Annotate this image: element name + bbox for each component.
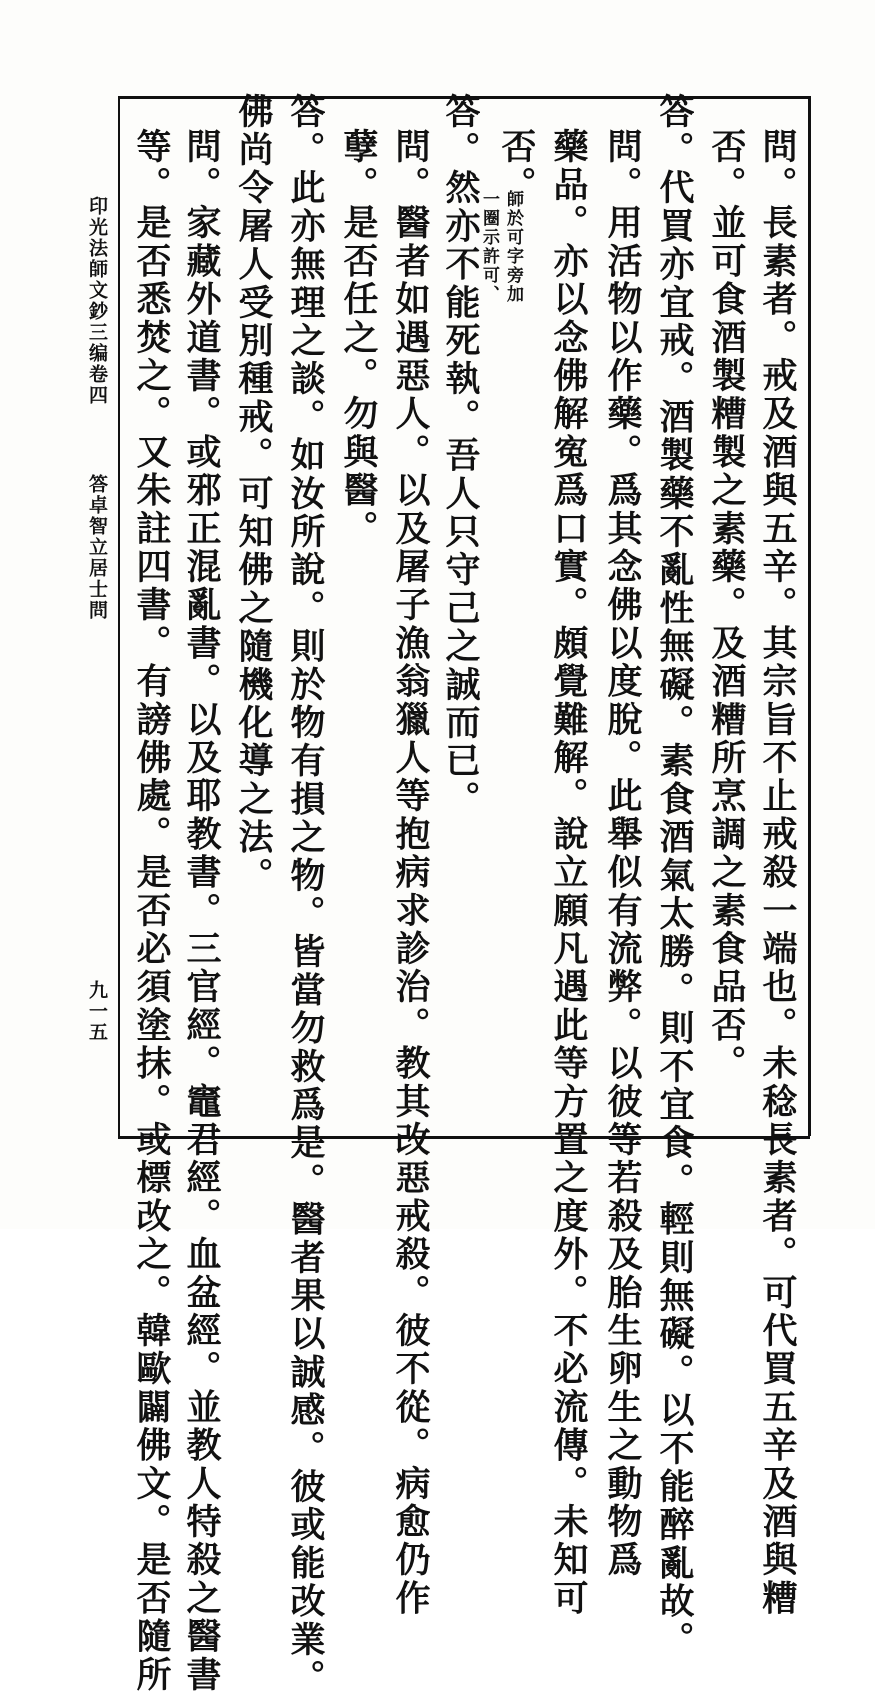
text-column-5: 藥品。亦以念佛解寃爲口實。頗覺難解。說立願凡遇此等方置之度外。不必流傳。未知可 [548, 128, 589, 1618]
text-column-9: 孽。是否任之。勿與醫。 [338, 128, 379, 549]
text-column-11: 佛尚令屠人受別種戒。可知佛之隨機化導之法。 [233, 93, 274, 896]
frame-left-rule [118, 96, 120, 1136]
annotation-line-1: 師於可字旁加 [503, 190, 523, 304]
text-column-13: 等。是否悉焚之。又朱註四書。有謗佛處。是否必須塗抹。或標改之。韓歐闢佛文。是否隨所 [131, 128, 172, 1695]
section-title: 答卓智立居士問 [86, 474, 108, 621]
annotation-line-2: 一圈示許可、 [479, 190, 499, 304]
text-column-2: 否。並可食酒製糟製之素藥。及酒糟所烹調之素食品否。 [706, 128, 747, 1083]
text-column-6: 否。 [496, 128, 537, 205]
page-number: 九一五 [86, 980, 108, 1043]
frame-right-rule [808, 96, 811, 1136]
text-column-8: 問。醫者如遇惡人。以及屠子漁翁獵人等抱病求診治。教其改惡戒殺。彼不從。病愈仍作 [390, 128, 431, 1618]
text-column-1: 問。長素者。戒及酒與五辛。其宗旨不止戒殺一端也。未稔長素者。可代買五辛及酒與糟 [757, 128, 798, 1618]
text-column-7: 答。然亦不能死執。吾人只守己之誠而已。 [440, 93, 481, 819]
text-column-4: 問。用活物以作藥。爲其念佛以度脫。此舉似有流弊。以彼等若殺及胎生卵生之動物爲 [602, 128, 643, 1580]
text-column-3: 答。代買亦宜戒。酒製藥不亂性無礙。素食酒氣太勝。則不宜食。輕則無礙。以不能醉亂故。 [654, 93, 695, 1660]
book-title: 印光法師文鈔三编卷四 [86, 196, 108, 406]
text-column-12: 問。家藏外道書。或邪正混亂書。以及耶教書。三官經。竈君經。血盆經。並教人特殺之醫書 [181, 128, 222, 1695]
text-column-10: 答。此亦無理之談。如汝所說。則於物有損之物。皆當勿救爲是。醫者果以誠感。彼或能改業。 [285, 93, 326, 1697]
